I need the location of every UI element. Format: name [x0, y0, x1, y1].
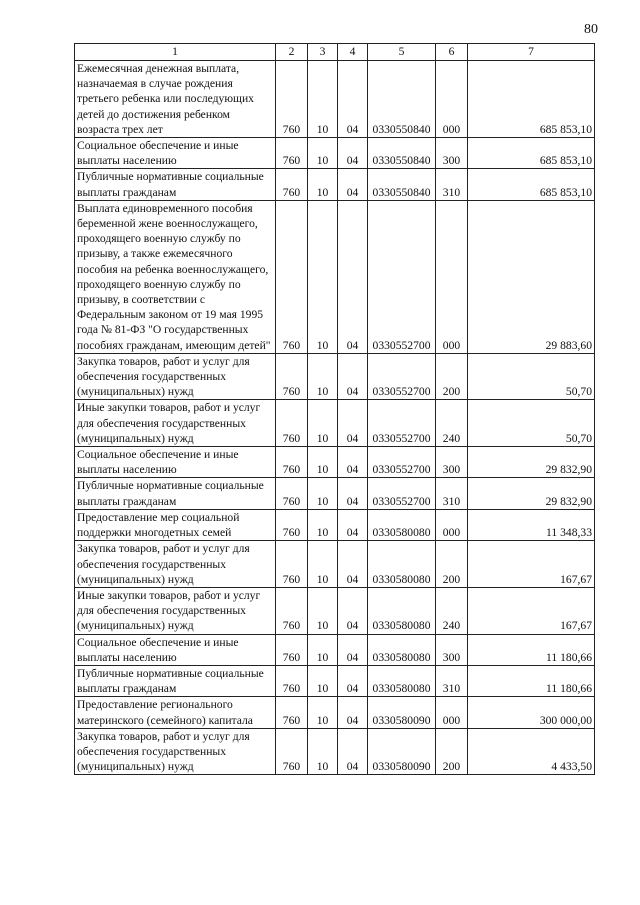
amount: 167,67 [468, 587, 595, 634]
section-code: 10 [308, 509, 338, 540]
expense-name: Закупка товаров, работ и услуг для обеспечения государственных (муниципальных) нужд [75, 728, 276, 775]
target-article-code: 0330552700 [368, 400, 436, 447]
amount: 4 433,50 [468, 728, 595, 775]
expense-name: Публичные нормативные социальные выплаты гражданам [75, 478, 276, 509]
expense-name: Закупка товаров, работ и услуг для обеспечения государственных (муниципальных) нужд [75, 353, 276, 400]
target-article-code: 0330550840 [368, 169, 436, 200]
column-header: 1 [75, 44, 276, 61]
expense-type-code: 300 [436, 634, 468, 665]
table-row [75, 509, 595, 540]
expense-type-code: 300 [436, 447, 468, 478]
subsection-code: 04 [338, 169, 368, 200]
column-header: 5 [368, 44, 436, 61]
table-row [75, 728, 595, 775]
subsection-code: 04 [338, 400, 368, 447]
expense-name: Социальное обеспечение и иные выплаты населению [75, 634, 276, 665]
ministry-code: 760 [276, 697, 308, 728]
ministry-code: 760 [276, 138, 308, 169]
ministry-code: 760 [276, 509, 308, 540]
subsection-code: 04 [338, 478, 368, 509]
expense-type-code: 200 [436, 353, 468, 400]
column-header: 6 [436, 44, 468, 61]
expense-name: Публичные нормативные социальные выплаты гражданам [75, 169, 276, 200]
section-code: 10 [308, 353, 338, 400]
ministry-code: 760 [276, 478, 308, 509]
section-code: 10 [308, 169, 338, 200]
expense-name: Иные закупки товаров, работ и услуг для обеспечения государственных (муниципальных) нужд [75, 400, 276, 447]
ministry-code: 760 [276, 61, 308, 138]
table-row [75, 697, 595, 728]
table-row [75, 400, 595, 447]
ministry-code: 760 [276, 400, 308, 447]
subsection-code: 04 [338, 353, 368, 400]
section-code: 10 [308, 61, 338, 138]
section-code: 10 [308, 541, 338, 588]
table-row [75, 447, 595, 478]
section-code: 10 [308, 634, 338, 665]
expense-name: Публичные нормативные социальные выплаты гражданам [75, 665, 276, 696]
target-article-code: 0330580090 [368, 697, 436, 728]
target-article-code: 0330552700 [368, 447, 436, 478]
table-row [75, 61, 595, 138]
ministry-code: 760 [276, 353, 308, 400]
column-header: 7 [468, 44, 595, 61]
subsection-code: 04 [338, 665, 368, 696]
expense-type-code: 000 [436, 200, 468, 353]
subsection-code: 04 [338, 509, 368, 540]
section-code: 10 [308, 138, 338, 169]
expense-type-code: 000 [436, 509, 468, 540]
header-row [75, 44, 595, 61]
table-row [75, 138, 595, 169]
section-code: 10 [308, 728, 338, 775]
amount: 300 000,00 [468, 697, 595, 728]
column-header: 4 [338, 44, 368, 61]
table-row [75, 665, 595, 696]
amount: 29 832,90 [468, 478, 595, 509]
section-code: 10 [308, 200, 338, 353]
expense-type-code: 000 [436, 697, 468, 728]
budget-table [74, 43, 595, 775]
amount: 11 180,66 [468, 665, 595, 696]
amount: 29 883,60 [468, 200, 595, 353]
table-row [75, 634, 595, 665]
subsection-code: 04 [338, 447, 368, 478]
section-code: 10 [308, 478, 338, 509]
expense-type-code: 200 [436, 728, 468, 775]
table-row [75, 478, 595, 509]
ministry-code: 760 [276, 587, 308, 634]
amount: 685 853,10 [468, 61, 595, 138]
expense-type-code: 310 [436, 478, 468, 509]
ministry-code: 760 [276, 665, 308, 696]
section-code: 10 [308, 400, 338, 447]
amount: 50,70 [468, 353, 595, 400]
ministry-code: 760 [276, 169, 308, 200]
ministry-code: 760 [276, 541, 308, 588]
target-article-code: 0330580090 [368, 728, 436, 775]
expense-name: Ежемесячная денежная выплата, назначаемая в случае рождения третьего ребенка или последующих детей до достижения ребенком возраста трех лет [75, 61, 276, 138]
target-article-code: 0330552700 [368, 478, 436, 509]
subsection-code: 04 [338, 587, 368, 634]
table-body [75, 61, 595, 775]
table-row [75, 169, 595, 200]
expense-name: Социальное обеспечение и иные выплаты населению [75, 447, 276, 478]
target-article-code: 0330550840 [368, 61, 436, 138]
expense-name: Закупка товаров, работ и услуг для обеспечения государственных (муниципальных) нужд [75, 541, 276, 588]
subsection-code: 04 [338, 138, 368, 169]
expense-name: Иные закупки товаров, работ и услуг для обеспечения государственных (муниципальных) нужд [75, 587, 276, 634]
column-header: 3 [308, 44, 338, 61]
target-article-code: 0330552700 [368, 353, 436, 400]
expense-name: Предоставление мер социальной поддержки многодетных семей [75, 509, 276, 540]
table-row [75, 200, 595, 353]
expense-type-code: 240 [436, 587, 468, 634]
page-number: 80 [584, 22, 598, 37]
section-code: 10 [308, 447, 338, 478]
target-article-code: 0330580080 [368, 587, 436, 634]
subsection-code: 04 [338, 200, 368, 353]
table-row [75, 353, 595, 400]
column-header: 2 [276, 44, 308, 61]
target-article-code: 0330580080 [368, 634, 436, 665]
subsection-code: 04 [338, 697, 368, 728]
target-article-code: 0330580080 [368, 509, 436, 540]
expense-type-code: 240 [436, 400, 468, 447]
target-article-code: 0330552700 [368, 200, 436, 353]
amount: 167,67 [468, 541, 595, 588]
expense-name: Социальное обеспечение и иные выплаты населению [75, 138, 276, 169]
table-row [75, 541, 595, 588]
ministry-code: 760 [276, 728, 308, 775]
subsection-code: 04 [338, 61, 368, 138]
ministry-code: 760 [276, 200, 308, 353]
expense-type-code: 310 [436, 665, 468, 696]
amount: 11 180,66 [468, 634, 595, 665]
amount: 50,70 [468, 400, 595, 447]
ministry-code: 760 [276, 447, 308, 478]
target-article-code: 0330580080 [368, 665, 436, 696]
amount: 685 853,10 [468, 169, 595, 200]
expense-type-code: 000 [436, 61, 468, 138]
section-code: 10 [308, 587, 338, 634]
target-article-code: 0330550840 [368, 138, 436, 169]
subsection-code: 04 [338, 541, 368, 588]
subsection-code: 04 [338, 728, 368, 775]
subsection-code: 04 [338, 634, 368, 665]
table-row [75, 587, 595, 634]
expense-type-code: 200 [436, 541, 468, 588]
target-article-code: 0330580080 [368, 541, 436, 588]
expense-type-code: 310 [436, 169, 468, 200]
section-code: 10 [308, 697, 338, 728]
amount: 685 853,10 [468, 138, 595, 169]
section-code: 10 [308, 665, 338, 696]
expense-type-code: 300 [436, 138, 468, 169]
amount: 29 832,90 [468, 447, 595, 478]
expense-name: Выплата единовременного пособия беременной жене военнослужащего, проходящего военную службу по призыву, а также ежемесячного пособия на ребенка военнослужащего, проходящего военную службу по призыву, в соответствии с Федеральным законом от 19 мая 1995 года № 81-ФЗ "О государственных пособиях гражданам, имеющим детей" [75, 200, 276, 353]
amount: 11 348,33 [468, 509, 595, 540]
ministry-code: 760 [276, 634, 308, 665]
expense-name: Предоставление регионального материнского (семейного) капитала [75, 697, 276, 728]
